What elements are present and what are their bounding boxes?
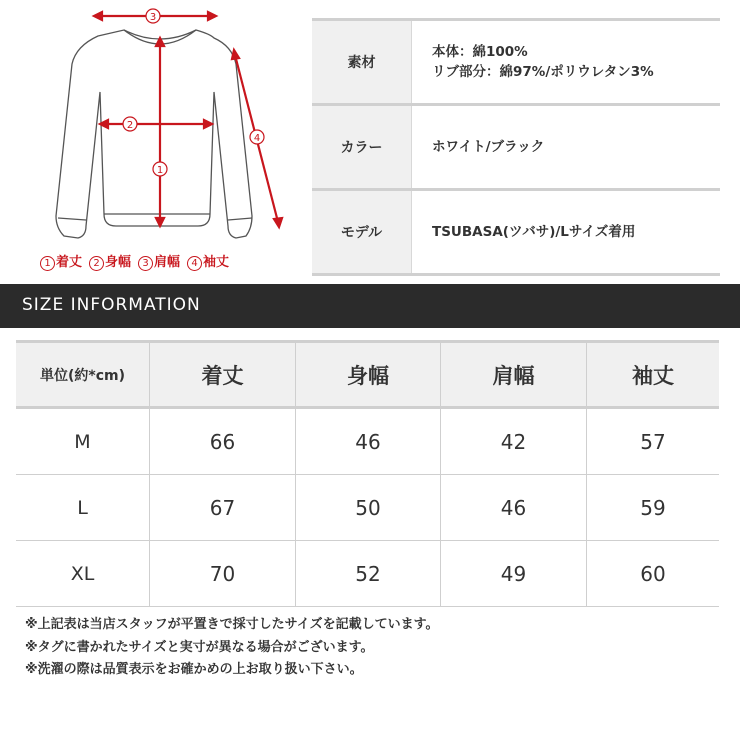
size-label: XL xyxy=(70,562,95,585)
measurement-arrows xyxy=(94,12,282,227)
legend-label: 身幅 xyxy=(105,255,132,270)
legend-num: 1 xyxy=(40,256,55,271)
header-cell-chest: 身幅 xyxy=(295,343,440,406)
spec-key: モデル xyxy=(312,191,412,273)
table-cell: 66 xyxy=(149,409,295,474)
table-cell: 52 xyxy=(295,541,440,606)
section-header xyxy=(0,284,740,328)
spec-value xyxy=(412,106,720,188)
table-cell: 46 xyxy=(295,409,440,474)
table-cell: 60 xyxy=(586,541,719,606)
spec-row-material xyxy=(312,18,720,103)
marker-2: 2 xyxy=(126,120,134,131)
legend-item xyxy=(138,251,180,271)
spec-value-line: リブ部分：綿97%/ポリウレタン3% xyxy=(432,64,654,80)
spec-row-color xyxy=(312,103,720,188)
header-cell-sleeve: 袖丈 xyxy=(586,343,719,406)
legend-num: 2 xyxy=(89,256,104,271)
spec-value xyxy=(412,21,720,103)
measurement-diagram xyxy=(0,0,300,280)
note-line: ※タグに書かれたサイズと実寸が異なる場合がございます。 xyxy=(25,639,374,655)
section-title: SIZE INFORMATION xyxy=(22,295,201,315)
marker-3: 3 xyxy=(149,12,157,23)
size-table xyxy=(16,340,719,607)
sweatshirt-illustration xyxy=(0,0,300,250)
legend-item xyxy=(89,251,131,271)
table-cell: 49 xyxy=(440,541,586,606)
spec-value-line: ホワイト/ブラック xyxy=(432,139,545,155)
spec-table xyxy=(312,18,720,276)
table-cell: 57 xyxy=(586,409,719,474)
spec-row-model xyxy=(312,188,720,276)
header-cell-unit: 単位(約*cm) xyxy=(39,367,125,384)
note-line: ※洗濯の際は品質表示をお確かめの上お取り扱い下さい。 xyxy=(25,662,363,677)
legend-num: 4 xyxy=(187,256,202,271)
legend-label: 肩幅 xyxy=(154,255,181,270)
header-cell-shoulder: 肩幅 xyxy=(440,343,586,406)
table-cell: 42 xyxy=(440,409,586,474)
note-line: ※上記表は当店スタッフが平置きで採寸したサイズを記載しています。 xyxy=(25,617,439,632)
table-row xyxy=(16,409,719,475)
table-cell: 67 xyxy=(149,475,295,540)
marker-1: 1 xyxy=(156,165,164,176)
table-header-row xyxy=(16,340,719,409)
legend-item xyxy=(40,251,82,271)
spec-value-line: 本体：綿100% xyxy=(432,44,528,60)
legend-num: 3 xyxy=(138,256,153,271)
legend-label: 着丈 xyxy=(56,255,83,270)
table-row xyxy=(16,475,719,541)
table-cell: 50 xyxy=(295,475,440,540)
table-cell: 70 xyxy=(149,541,295,606)
spec-value-line: TSUBASA(ツバサ)/Lサイズ着用 xyxy=(432,224,636,240)
table-cell: 46 xyxy=(440,475,586,540)
notes xyxy=(25,614,439,682)
marker-4: 4 xyxy=(253,133,261,144)
size-label: L xyxy=(77,496,88,519)
table-cell: 59 xyxy=(586,475,719,540)
measurement-legend xyxy=(40,251,280,271)
table-row xyxy=(16,541,719,607)
legend-label: 袖丈 xyxy=(203,255,230,270)
spec-key: 素材 xyxy=(312,21,412,103)
size-label: M xyxy=(74,430,91,453)
spec-value xyxy=(412,191,720,273)
header-cell-length: 着丈 xyxy=(149,343,295,406)
legend-item xyxy=(187,251,229,271)
spec-key: カラー xyxy=(312,106,412,188)
